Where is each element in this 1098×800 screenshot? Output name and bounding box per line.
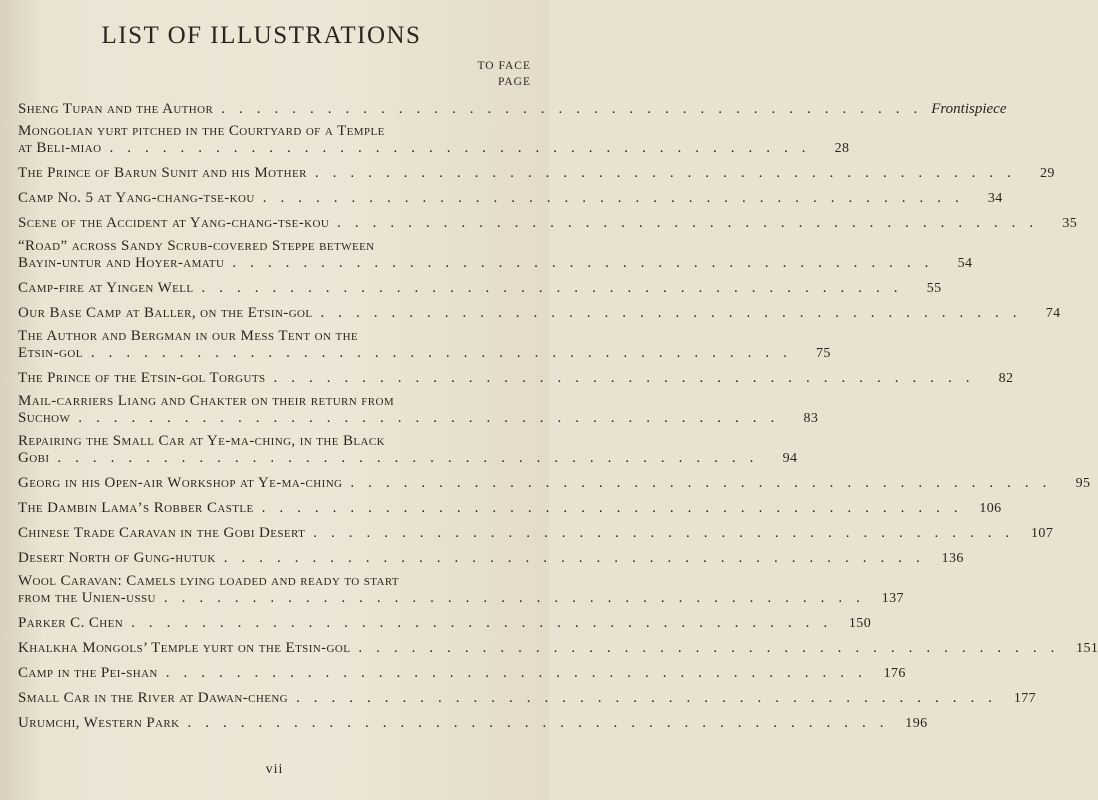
- entry-caption-line: The Dambin Lama’s Robber Castle: [18, 500, 254, 516]
- dot-leader: ........................................: [109, 140, 820, 156]
- entry-caption-line: from the Unien-ussu: [18, 590, 156, 606]
- entry-caption-line: Camp in the Pei-shan: [18, 665, 158, 681]
- entry-caption-row: [18, 500, 1002, 517]
- entry-caption-line: Sheng Tupan and the Author: [18, 101, 214, 117]
- page-column-header: [18, 58, 531, 90]
- list-item: [18, 640, 1098, 657]
- list-item: [18, 573, 904, 607]
- entry-caption-line: Scene of the Accident at Yang-chang-tse-kou: [18, 215, 330, 231]
- entry-page-number: 196: [905, 716, 928, 731]
- entry-caption-row: [18, 101, 1007, 118]
- entry-page-number: 94: [782, 451, 798, 466]
- entry-caption-line: “Road” across Sandy Scrub-covered Steppe between: [18, 238, 375, 254]
- entry-page-number: 83: [803, 411, 819, 426]
- entry-caption-row: [18, 255, 973, 272]
- dot-leader: ........................................: [320, 305, 1031, 321]
- dot-leader: ........................................: [187, 715, 898, 731]
- entry-caption-line: Desert North of Gung-hutuk: [18, 550, 216, 566]
- entry-caption-line: Gobi: [18, 450, 50, 466]
- entry-caption-row: [18, 165, 1055, 182]
- entry-page-number: 29: [1040, 166, 1055, 181]
- entry-caption-line: Repairing the Small Car at Ye-ma-ching, in the Black: [18, 433, 385, 449]
- entry-caption-line: Etsin-gol: [18, 345, 83, 361]
- entry-caption-line: Camp No. 5 at Yang-chang-tse-kou: [18, 190, 255, 206]
- dot-leader: ........................................: [57, 450, 768, 466]
- list-item: [18, 328, 831, 362]
- dot-leader: ........................................: [313, 525, 1024, 541]
- entry-page-number: 177: [1013, 691, 1037, 706]
- list-item: [18, 550, 964, 567]
- list-item: [18, 190, 1003, 207]
- entry-caption-line: Mail-carriers Liang and Chakter on their return from: [18, 393, 395, 409]
- entry-caption-row: [18, 640, 1098, 657]
- entry-page-number: 34: [987, 191, 1003, 206]
- dot-leader: ........................................: [201, 280, 912, 296]
- list-item: [18, 370, 1014, 387]
- entry-caption-line: Georg in his Open-air Workshop at Ye-ma-ching: [18, 475, 343, 491]
- entry-caption-row: [18, 665, 906, 682]
- entry-caption-row: [18, 410, 819, 427]
- entry-page-number: 35: [1062, 216, 1078, 231]
- entry-caption-line: Parker C. Chen: [18, 615, 124, 631]
- list-item: [18, 500, 1002, 517]
- entry-caption-row: [18, 550, 964, 567]
- entry-caption-row: [18, 475, 1091, 492]
- page-number: vii: [265, 762, 284, 777]
- entry-page-number: 74: [1045, 306, 1061, 321]
- entry-caption-row: [18, 450, 798, 467]
- list-item: [18, 280, 942, 297]
- entry-caption-line: Chinese Trade Caravan in the Gobi Desert: [18, 525, 306, 541]
- entry-caption-line: Khalkha Mongols’ Temple yurt on the Etsin-gol: [18, 640, 351, 656]
- dot-leader: ........................................: [262, 190, 973, 206]
- entry-caption-line: Camp-fire at Yingen Well: [18, 280, 194, 296]
- column-header-line-2: PAGE: [498, 76, 531, 88]
- entry-page-number: 136: [941, 551, 964, 566]
- entry-caption-row: [18, 305, 1061, 322]
- entry-page-number: 107: [1031, 526, 1054, 541]
- entry-caption-row: [18, 525, 1054, 542]
- dot-leader: ........................................: [163, 590, 874, 606]
- page-title: LIST OF ILLUSTRATIONS: [101, 22, 422, 49]
- dot-leader: ........................................: [221, 101, 932, 117]
- list-item: [18, 525, 1054, 542]
- dot-leader: ........................................: [358, 640, 1069, 656]
- dot-leader: ........................................: [337, 215, 1048, 231]
- entry-page-number: 176: [883, 666, 906, 681]
- dot-leader: ........................................: [223, 550, 934, 566]
- entry-caption-line: Bayin-untur and Hoyer-amatu: [18, 255, 225, 271]
- entry-caption-line: The Author and Bergman in our Mess Tent on the: [18, 328, 359, 344]
- entry-caption-line: at Beli-miao: [18, 140, 102, 156]
- dot-leader: ........................................: [165, 665, 876, 681]
- list-item: [18, 101, 1007, 118]
- entry-caption-row: [18, 280, 942, 297]
- entry-caption-row: [18, 215, 1078, 232]
- dot-leader: ........................................: [90, 345, 801, 361]
- entry-caption-line: Suchow: [18, 410, 71, 426]
- list-item: [18, 215, 1078, 232]
- list-item: [18, 393, 819, 427]
- illustrations-list: [18, 93, 1098, 732]
- entry-caption-line: Small Car in the River at Dawan-cheng: [18, 690, 289, 706]
- entry-page-number: 28: [834, 141, 850, 156]
- entry-caption-row: [18, 140, 850, 157]
- entry-caption-row: [18, 190, 1003, 207]
- list-item: [18, 665, 906, 682]
- dot-leader: ........................................: [131, 615, 842, 631]
- dot-leader: ........................................: [273, 370, 984, 386]
- entry-caption-row: [18, 370, 1014, 387]
- dot-leader: ........................................: [350, 475, 1061, 491]
- entry-caption-row: [18, 690, 1037, 707]
- list-item: [18, 123, 850, 157]
- entry-page-number: 82: [998, 371, 1014, 386]
- list-item: [18, 690, 1037, 707]
- entry-caption-line: Mongolian yurt pitched in the Courtyard of a Temple: [18, 123, 385, 139]
- entry-page-number: 151: [1076, 641, 1098, 656]
- list-item: [18, 165, 1055, 182]
- dot-leader: ........................................: [78, 410, 789, 426]
- entry-page-number: 95: [1075, 476, 1091, 491]
- entry-page-number: 106: [979, 501, 1002, 516]
- dot-leader: ........................................: [261, 500, 972, 516]
- entry-caption-line: The Prince of Barun Sunit and his Mother: [18, 165, 307, 181]
- column-header-line-1: TO FACE: [477, 60, 531, 72]
- entry-caption-row: [18, 715, 928, 732]
- dot-leader: ........................................: [232, 255, 943, 271]
- list-item: [18, 305, 1061, 322]
- entry-caption-line: The Prince of the Etsin-gol Torguts: [18, 370, 266, 386]
- list-item: [18, 238, 973, 272]
- entry-page-number: 54: [957, 256, 973, 271]
- entry-page-number: 150: [848, 616, 872, 631]
- entry-page-number: 75: [816, 346, 831, 361]
- entry-page-number: Frontispiece: [931, 101, 1007, 117]
- entry-caption-row: [18, 590, 904, 607]
- entry-caption-row: [18, 345, 831, 362]
- list-item: [18, 615, 872, 632]
- entry-page-number: 137: [881, 591, 904, 606]
- entry-caption-line: Urumchi, Western Park: [18, 715, 180, 731]
- entry-caption-line: Wool Caravan: Camels lying loaded and ready to start: [18, 573, 400, 589]
- list-item: [18, 475, 1091, 492]
- list-item: [18, 715, 928, 732]
- entry-page-number: 55: [926, 281, 942, 296]
- dot-leader: ........................................: [314, 165, 1025, 181]
- entry-caption-line: Our Base Camp at Baller, on the Etsin-gol: [18, 305, 313, 321]
- dot-leader: ........................................: [296, 690, 1007, 706]
- list-item: [18, 433, 798, 467]
- entry-caption-row: [18, 615, 872, 632]
